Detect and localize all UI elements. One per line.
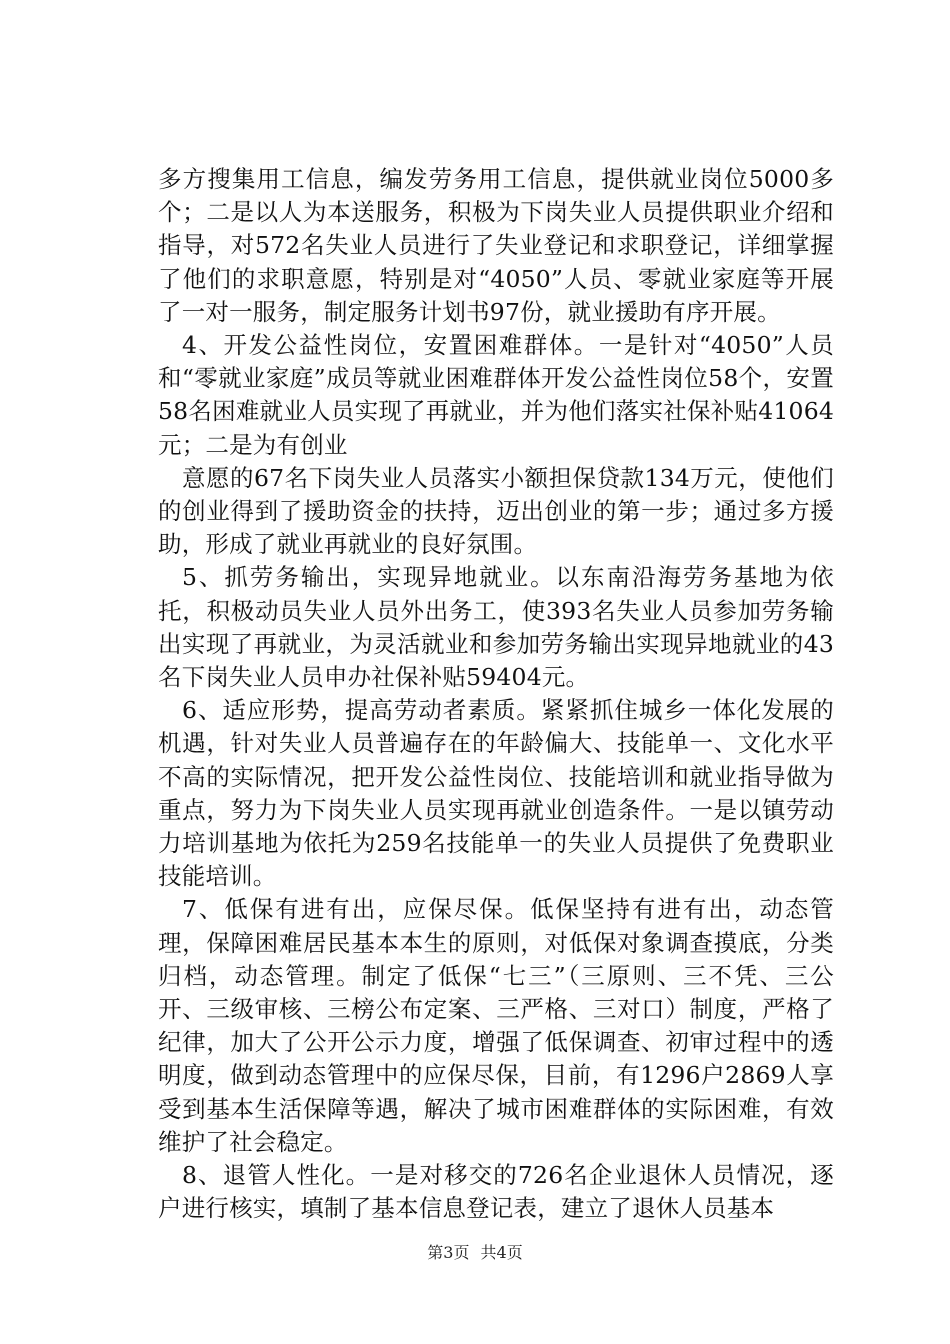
paragraph-5: 6、适应形势，提高劳动者素质。紧紧抓住城乡一体化发展的机遇，针对失业人员普遍存在的年龄偏大、技能单一、文化水平不高的实际情况，把开发公益性岗位、技能培训和就业指导做为重点，努力为下岗失业人员实现再就业创造条件。一是以镇劳动力培训基地为依托为259名技能单一的失业人员提供了免费职业技能培训。 [158, 696, 834, 891]
document-body [158, 163, 834, 1226]
paragraph-7: 8、退管人性化。一是对移交的726名企业退休人员情况，逐户进行核实，填制了基本信息登记表，建立了退休人员基本 [158, 1161, 834, 1223]
paragraph-1: 多方搜集用工信息，编发劳务用工信息，提供就业岗位5000多个；二是以人为本送服务，积极为下岗失业人员提供职业介绍和指导，对572名失业人员进行了失业登记和求职登记，详细掌握了他们的求职意愿，特别是对“4050”人员、零就业家庭等开展了一对一服务，制定服务计划书97份，就业援助有序开展。 [158, 165, 834, 326]
page-number: 第3页 [427, 1243, 470, 1262]
page-footer [0, 1240, 950, 1263]
paragraph-3: 意愿的67名下岗失业人员落实小额担保贷款134万元，使他们的创业得到了援助资金的扶持，迈出创业的第一步；通过多方援助，形成了就业再就业的良好氛围。 [158, 463, 834, 559]
paragraph-4: 5、抓劳务输出，实现异地就业。以东南沿海劳务基地为依托，积极动员失业人员外出务工，使393名失业人员参加劳务输出实现了再就业，为灵活就业和参加劳务输出实现异地就业的43名下岗失业人员申办社保补贴59404元。 [158, 563, 834, 692]
paragraph-6: 7、低保有进有出，应保尽保。低保坚持有进有出，动态管理，保障困难居民基本本生的原则，对低保对象调查摸底，分类归档，动态管理。制定了低保“七三”（三原则、三不凭、三公开、三级审核、三榜公布定案、三严格、三对口）制度，严格了纪律，加大了公开公示力度，增强了低保调查、初审过程中的透明度，做到动态管理中的应保尽保，目前，有1296户2869人享受到基本生活保障等遇，解决了城市困难群体的实际困难，有效维护了社会稳定。 [158, 895, 834, 1156]
page-total: 共4页 [480, 1243, 523, 1262]
paragraph-2: 4、开发公益性岗位，安置困难群体。一是针对“4050”人员和“零就业家庭”成员等就业困难群体开发公益性岗位58个，安置58名困难就业人员实现了再就业，并为他们落实社保补贴41064元；二是为有创业 [158, 331, 834, 459]
